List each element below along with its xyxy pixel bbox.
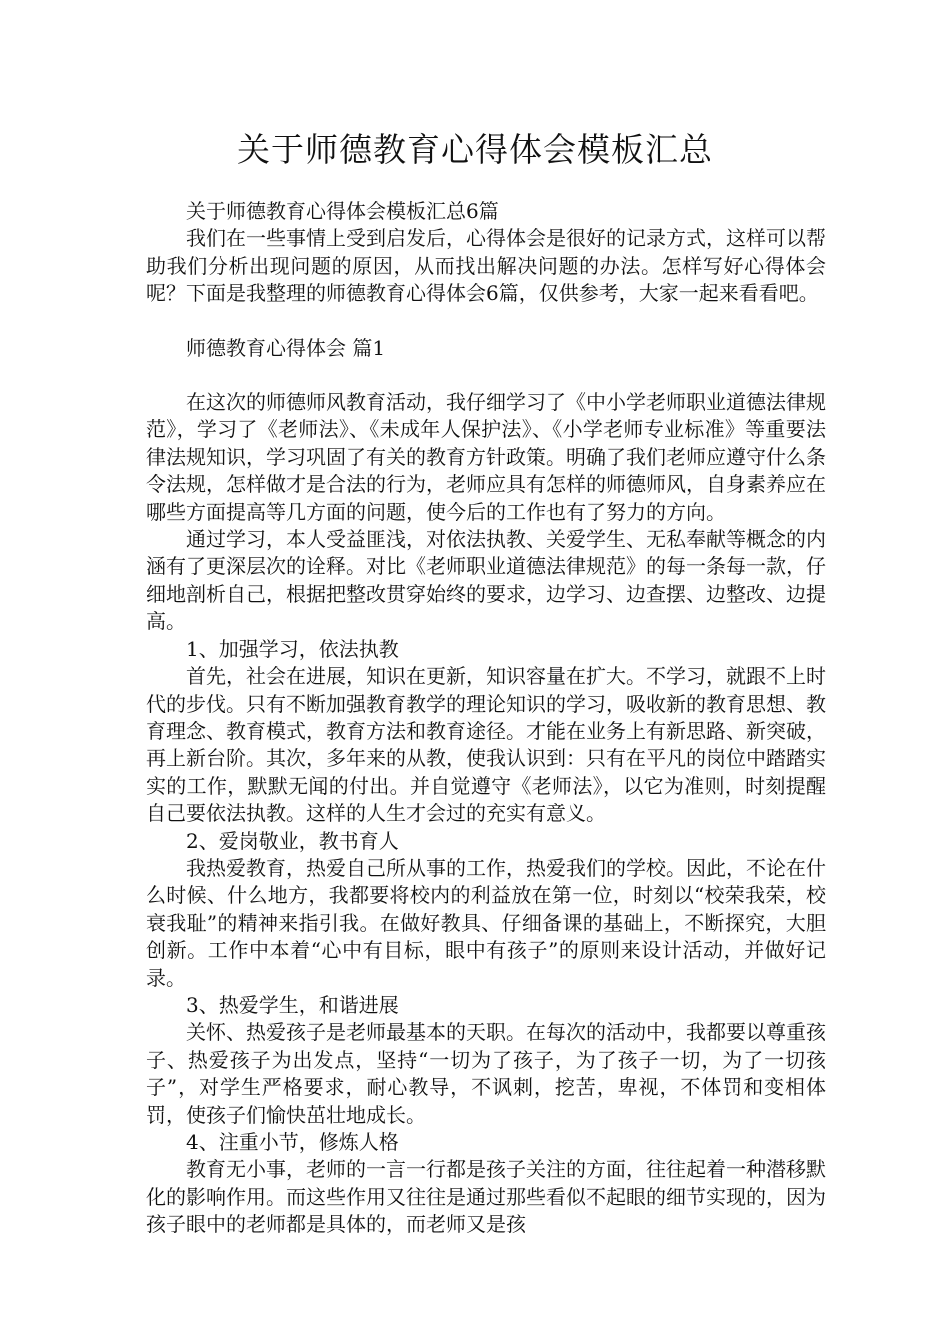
- body-paragraph: 在这次的师德师风教育活动，我仔细学习了《中小学老师职业道德法律规范》，学习了《老师法》、《未成年人保护法》、《小学老师专业标准》等重要法律法规知识，学习巩固了有关的教育方针政策。明确了我们老师应遵守什么条令法规，怎样做才是合法的行为，老师应具有怎样的师德师风，自身素养应在哪些方面提高等几方面的问题，使今后的工作也有了努力的方向。: [146, 390, 826, 524]
- body-paragraph: 关怀、热爱孩子是老师最基本的天职。在每次的活动中，我都要以尊重孩子、热爱孩子为出发点，坚持“一切为了孩子，为了孩子一切，为了一切孩子”，对学生严格要求，耐心教导，不讽刺，挖苦，卑视，不体罚和变相体罚，使孩子们愉快茁壮地成长。: [146, 1020, 826, 1127]
- body-paragraph: 通过学习，本人受益匪浅，对依法执教、关爱学生、无私奉献等概念的内涵有了更深层次的诠释。对比《老师职业道德法律规范》的每一条每一款，仔细地剖析自己，根据把整改贯穿始终的要求，边学习、边查摆、边整改、边提高。: [146, 527, 826, 634]
- subheading: 4、注重小节，修炼人格: [186, 1130, 399, 1154]
- subheading: 1、加强学习，依法执教: [186, 636, 399, 661]
- body-paragraph: 教育无小事，老师的一言一行都是孩子关注的方面，往往起着一种潜移默化的影响作用。而这些作用又往往是通过那些看似不起眼的细节实现的，因为孩子眼中的老师都是具体的，而老师又是孩: [146, 1157, 826, 1237]
- document-body: [146, 198, 826, 1239]
- body-paragraph: 首先，社会在进展，知识在更新，知识容量在扩大。不学习，就跟不上时代的步伐。只有不断加强教育教学的理论知识的学习，吸收新的教育思想、教育理念、教育模式，教育方法和教育途径。才能在业务上有新思路、新突破，再上新台阶。其次，多年来的从教，使我认识到：只有在平凡的岗位中踏踏实实的工作，默默无闻的付出。并自觉遵守《老师法》，以它为准则，时刻提醒自己要依法执教。这样的人生才会过的充实有意义。: [146, 664, 826, 826]
- section-heading: 师德教育心得体会 篇1: [186, 335, 386, 360]
- subtitle-paragraph: 关于师德教育心得体会模板汇总6篇: [186, 199, 499, 223]
- subheading: 3、热爱学生，和谐进展: [186, 992, 399, 1017]
- document-title: 关于师德教育心得体会模板汇总: [237, 130, 713, 169]
- body-paragraph: 我热爱教育，热爱自己所从事的工作，热爱我们的学校。因此，不论在什么时候、什么地方，我都要将校内的利益放在第一位，时刻以“校荣我荣，校衰我耻”的精神来指引我。在做好教具、仔细备课的基础上，不断探究，大胆创新。工作中本着“心中有目标，眼中有孩子”的原则来设计活动，并做好记录。: [146, 855, 826, 990]
- intro-paragraph: 我们在一些事情上受到启发后，心得体会是很好的记录方式，这样可以帮助我们分析出现问题的原因，从而找出解决问题的办法。怎样写好心得体会呢？下面是我整理的师德教育心得体会6篇，仅供参考，大家一起来看看吧。: [146, 226, 826, 306]
- subheading: 2、爱岗敬业，教书育人: [186, 828, 399, 853]
